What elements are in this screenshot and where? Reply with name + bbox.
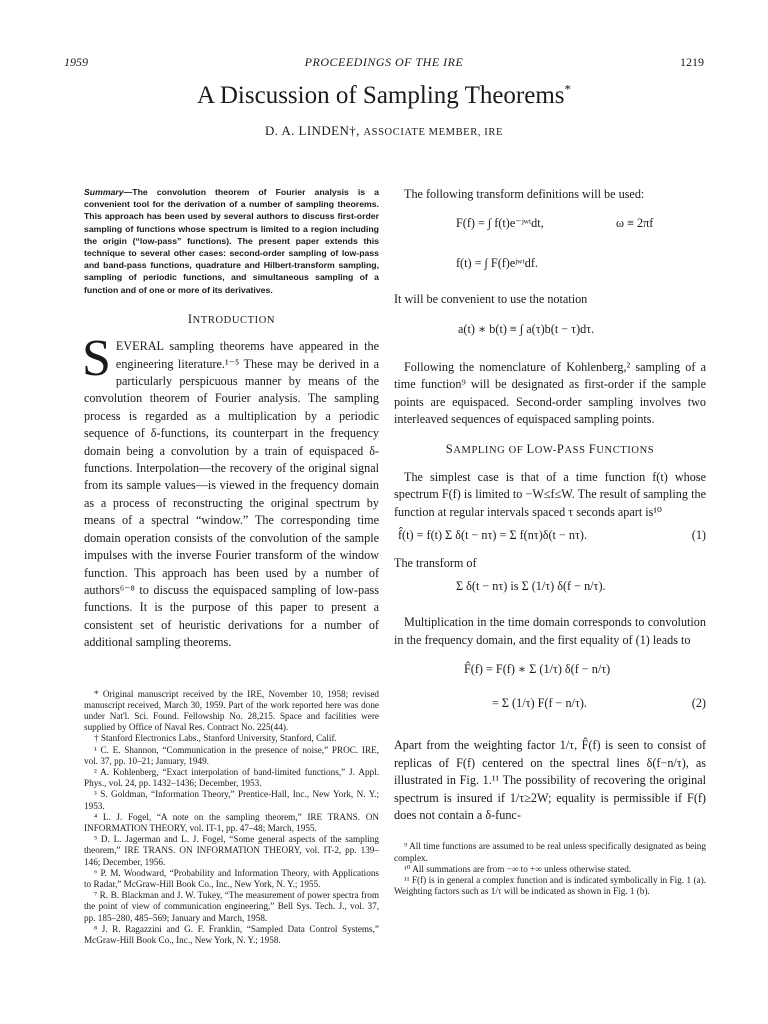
drop-cap: S bbox=[82, 330, 111, 388]
equation-inverse-fourier-transform: f(t) = ∫ F(f)eʲʷᵗdf. bbox=[456, 256, 538, 271]
equation-2-line-2: = Σ (1/τ) F(f − n/τ). (2) bbox=[492, 695, 706, 737]
summary-text: —The convolution theorem of Fourier analysis is a convenient tool for the derivation of a number of sampling theorems. This approach has been used by several authors to discuss first-order sampling of functions whose spectrum is limited to a region including the origin (“low-pass” functions). The present paper extends this technique to several other cases: second-order sampling of low-pass and band-pass functions, quadrature and Hilbert-transform sampling, sampling of periodic functions, and simultaneous sampling of a function and of one or more of its derivatives. bbox=[84, 187, 379, 295]
running-header bbox=[0, 55, 768, 73]
summary-label: Summary bbox=[84, 187, 124, 197]
title-footnote-mark: * bbox=[564, 81, 572, 97]
paragraph-multiplication: Multiplication in the time domain corresponds to convolution in the frequency domain, and the first equality of (1) leads to bbox=[394, 615, 706, 647]
page-number: 1219 bbox=[680, 55, 704, 69]
equation-1: f̂(t) = f(t) Σ δ(t − nτ) = Σ f(nτ)δ(t − nτ). (1) bbox=[398, 527, 706, 555]
left-column bbox=[84, 186, 379, 946]
footnotes-right bbox=[394, 841, 706, 897]
footnote: ¹¹ F(f) is in general a complex function and is indicated symbolically in Fig. 1 (a). Weighting factors such as 1/τ will be indicated as shown in Fig. 1 (b). bbox=[394, 874, 706, 897]
introduction-paragraph bbox=[82, 330, 379, 651]
equation-transform-delta-train: Σ δ(t − nτ) is Σ (1/τ) δ(f − n/τ). bbox=[456, 579, 606, 594]
author-membership: ASSOCIATE MEMBER, IRE bbox=[363, 127, 503, 138]
footnote: ⁶ P. M. Woodward, “Probability and Information Theory, with Applications to Radar,” McGraw-Hill Book Co., Inc., New York, N. Y.; 1955. bbox=[84, 867, 379, 889]
paper-title: A Discussion of Sampling Theorems* bbox=[196, 81, 572, 109]
equation-convolution: a(t) ∗ b(t) ≡ ∫ a(τ)b(t − τ)dτ. bbox=[458, 321, 595, 336]
author-name: D. A. LINDEN†, bbox=[265, 123, 360, 138]
footnotes-left bbox=[84, 689, 379, 947]
author-line bbox=[0, 123, 768, 139]
paragraph-transform-definitions: The following transform definitions will be used: bbox=[404, 187, 645, 201]
footnote: ¹⁰ All summations are from −∞ to +∞ unless otherwise stated. bbox=[404, 863, 632, 874]
section-heading-low-pass: SAMPLING OF LOW-PASS FUNCTIONS bbox=[445, 442, 655, 457]
equation-fourier-transform: F(f) = ∫ f(t)e⁻ʲʷᵗdt, ω ≡ 2πf bbox=[456, 215, 706, 255]
footnote: † Stanford Electronics Labs., Stanford University, Stanford, Calif. bbox=[94, 733, 337, 744]
equation-2-line-1: F̂(f) = F(f) ∗ Σ (1/τ) δ(f − n/τ) bbox=[464, 662, 611, 677]
introduction-text: EVERAL sampling theorems have appeared in the engineering literature.¹⁻⁵ These may be derived in a particularly perspicuous manner by means of the convolution theorem of Fourier analysis. The sampling process is regarded as a multiplication by a periodic sequence of δ-functions, its counterpart in the frequency domain being a convolution by a train of equispaced δ-functions. Interpolation—the recovery of the original signal from its sample values—is viewed in the frequency domain as a process of reconstructing the original spectrum by means of a spectral “window.” The corresponding time domain operation consists of the convolution of the sample impulses with the inverse Fourier transform of the window function. This approach has been used by a number of authors⁶⁻⁸ to discuss the equispaced sampling of low-pass functions. It is the purpose of this paper to present a consistent set of heuristic derivations for a number of additional sampling theorems. bbox=[84, 339, 379, 650]
footnote: ³ S. Goldman, “Information Theory,” Prentice-Hall, Inc., New York, N. Y.; 1953. bbox=[84, 789, 379, 811]
footnote: ¹ C. E. Shannon, “Communication in the presence of noise,” PROC. IRE, vol. 37, pp. 10–21; January, 1949. bbox=[84, 744, 379, 766]
footnote: ⁵ D. L. Jagerman and L. J. Fogel, “Some general aspects of the sampling theorem,” IRE TRANS. ON INFORMATION THEORY, vol. IT-2, pp. 139–146; December, 1956. bbox=[84, 834, 379, 867]
equation-number-2: (2) bbox=[691, 696, 706, 711]
footnote: * Original manuscript received by the IRE, November 10, 1958; revised manuscript received, March 30, 1959. Part of the work reported here was done under Nat'l. Sci. Found. Fellowship No. 28,215. Space and facilities were supplied by Office of Naval Res. Contract No. 225(44). bbox=[84, 688, 379, 733]
section-heading-introduction: INTRODUCTION bbox=[187, 311, 276, 326]
paragraph-transform-of: The transform of bbox=[394, 556, 477, 571]
year: 1959 bbox=[64, 55, 88, 69]
paragraph-weighting-factor: Apart from the weighting factor 1/τ, F̂(f) is seen to consist of replicas of F(f) centered on the spectral lines δ(f−n/τ), as illustrated in Fig. 1.¹¹ The possibility of recovering the original spectrum is insured if 1/τ≥2W; equality is permissible if F(f) does not contain a δ-func- bbox=[394, 738, 706, 822]
footnote: ⁸ J. R. Ragazzini and G. F. Franklin, “Sampled Data Control Systems,” McGraw-Hill Book Co., Inc., New York, N. Y.; 1958. bbox=[84, 923, 379, 946]
journal-name: PROCEEDINGS OF THE IRE bbox=[304, 55, 464, 69]
footnote: ⁴ L. J. Fogel, “A note on the sampling theorem,” IRE TRANS. ON INFORMATION THEORY, vol. IT-1, pp. 47–48; March, 1955. bbox=[84, 811, 379, 833]
summary bbox=[84, 186, 379, 296]
right-column bbox=[394, 186, 706, 897]
footnote: ⁷ R. B. Blackman and J. W. Tukey, “The measurement of power spectra from the point of view of communication engineering,” Bell Sys. Tech. J., vol. 37, pp. 185–280, 485–569; January and March, 1958. bbox=[84, 890, 379, 923]
omega-definition: ω ≡ 2πf bbox=[616, 216, 654, 231]
paragraph-nomenclature: Following the nomenclature of Kohlenberg,² sampling of a time function⁹ will be designated as first-order if the sample points are equispaced. Second-order sampling involves two interleaved sequences of equispaced sampling points. bbox=[394, 359, 706, 427]
paragraph-notation: It will be convenient to use the notation bbox=[394, 292, 588, 307]
footnote: ² A. Kohlenberg, “Exact interpolation of band-limited functions,” J. Appl. Phys., vol. 24, pp. 1432–1436; December, 1953. bbox=[84, 766, 379, 789]
footnote: ⁹ All time functions are assumed to be real unless specifically designated as being complex. bbox=[394, 841, 706, 863]
equation-number-1: (1) bbox=[691, 528, 706, 543]
paragraph-simplest-case: The simplest case is that of a time function f(t) whose spectrum F(f) is limited to −W≤f≤W. The result of sampling the function at regular intervals spaced τ seconds apart is¹⁰ bbox=[394, 469, 706, 519]
